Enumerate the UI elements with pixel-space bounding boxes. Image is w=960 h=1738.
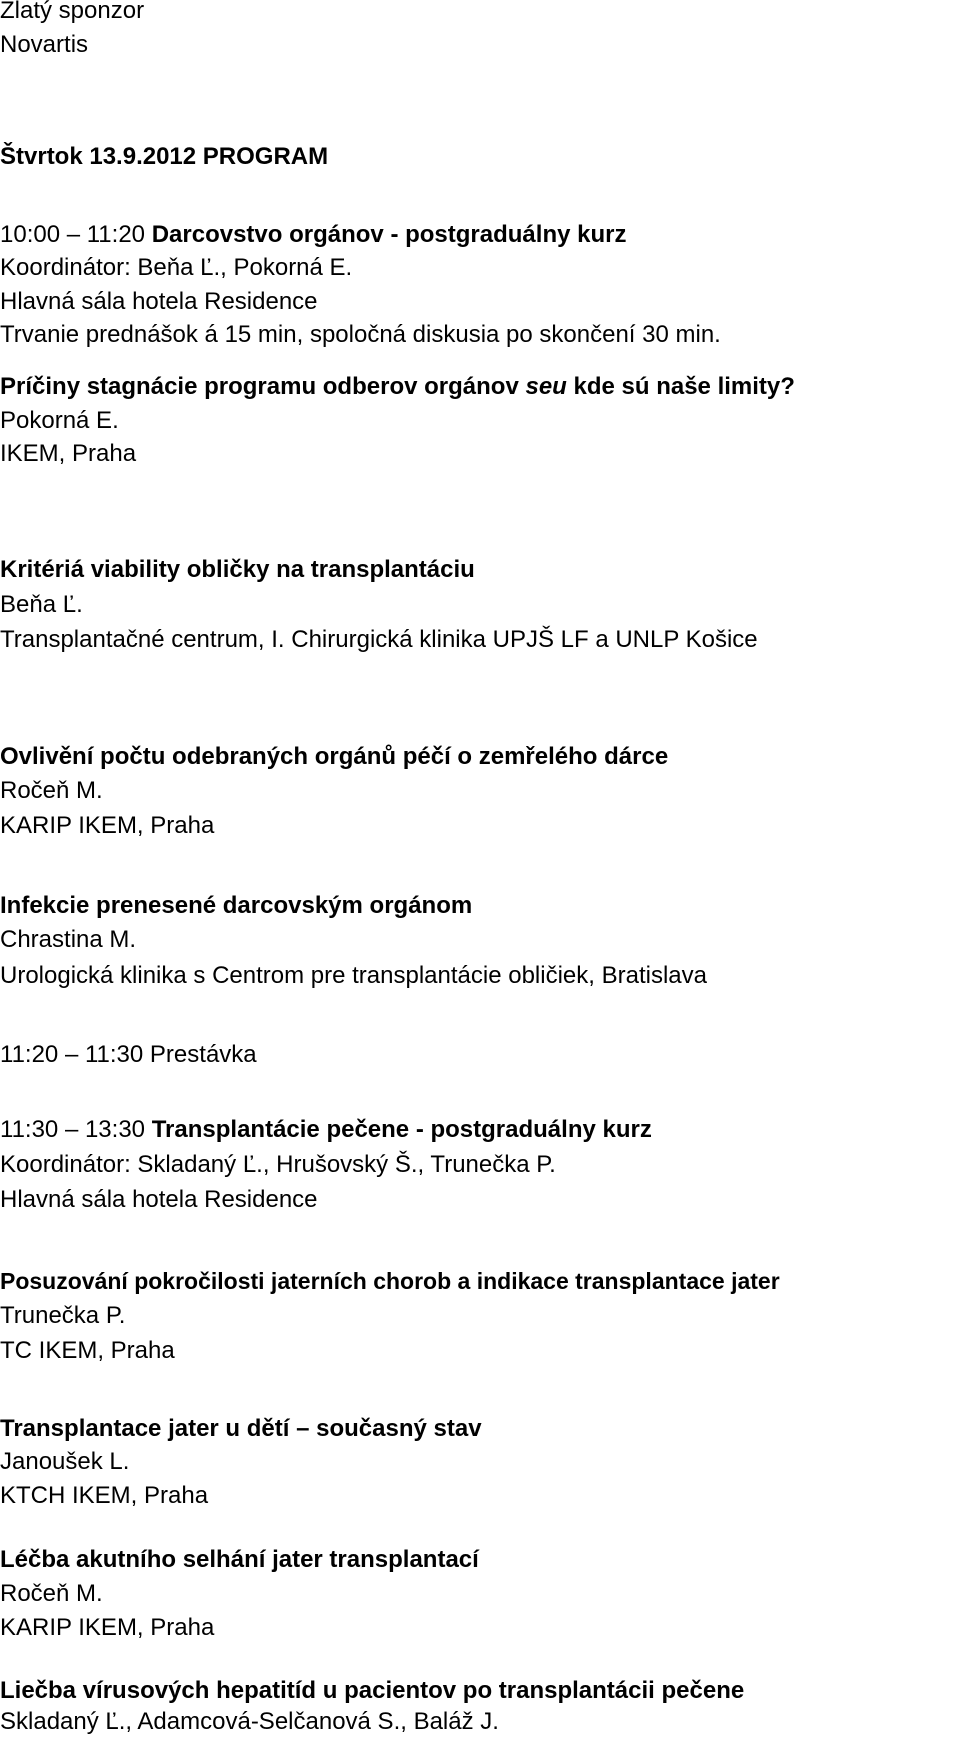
block1-heading	[0, 220, 626, 250]
talk-4-title: Infekcie prenesené darcovským orgánom	[0, 892, 473, 919]
talk-7-title: Léčba akutního selhání jater transplantací	[0, 1546, 479, 1573]
sponsor-label: Zlatý sponzor	[0, 0, 145, 24]
break-label: Prestávka	[149, 1041, 257, 1068]
talk-2-title: Kritériá viability obličky na transplantáciu	[0, 556, 475, 583]
talk-6-affiliation: KTCH IKEM, Praha	[0, 1482, 209, 1509]
talk-4-affiliation: Urologická klinika s Centrom pre transplantácie obličiek, Bratislava	[0, 962, 707, 989]
block1-venue: Hlavná sála hotela Residence	[0, 288, 318, 315]
talk-1-title-start: Príčiny stagnácie programu odberov orgánov	[0, 373, 519, 400]
block2-coordinator: Koordinátor: Skladaný Ľ., Hrušovský Š., Trunečka P.	[0, 1151, 556, 1178]
talk-2-speaker: Beňa Ľ.	[0, 591, 83, 618]
talk-8-title: Liečba vírusových hepatitíd u pacientov po transplantácii pečene	[0, 1677, 745, 1704]
talk-5-title: Posuzování pokročilosti jaterních chorob a indikace transplantace jater	[0, 1268, 780, 1294]
block1-title: Darcovstvo orgánov - postgraduálny kurz	[151, 221, 627, 248]
talk-3-title: Ovlivění počtu odebraných orgánů péčí o zemřelého dárce	[0, 743, 669, 770]
talk-8-speaker: Skladaný Ľ., Adamcová-Selčanová S., Baláž J.	[0, 1708, 499, 1735]
break-row	[0, 1040, 257, 1070]
break-time: 11:20 – 11:30	[0, 1041, 144, 1068]
talk-6-title: Transplantace jater u dětí – současný stav	[0, 1415, 482, 1442]
block1-note: Trvanie prednášok á 15 min, spoločná diskusia po skončení 30 min.	[0, 321, 721, 348]
talk-5-affiliation: TC IKEM, Praha	[0, 1337, 175, 1364]
talk-1-title	[0, 372, 795, 402]
block1-coordinator: Koordinátor: Beňa Ľ., Pokorná E.	[0, 254, 353, 281]
talk-6-speaker: Janoušek L.	[0, 1448, 130, 1475]
sponsor-name: Novartis	[0, 31, 89, 58]
talk-7-speaker: Ročeň M.	[0, 1580, 103, 1607]
talk-1-affiliation: IKEM, Praha	[0, 440, 137, 467]
talk-1-speaker: Pokorná E.	[0, 407, 119, 434]
talk-3-speaker: Ročeň M.	[0, 777, 103, 804]
talk-1-title-italic: seu	[525, 373, 567, 400]
talk-1-title-end: kde sú naše limity?	[573, 373, 795, 400]
block2-title: Transplantácie pečene - postgraduálny kurz	[151, 1116, 652, 1143]
talk-4-speaker: Chrastina M.	[0, 926, 137, 953]
block2-time: 11:30 – 13:30	[0, 1116, 146, 1143]
block2-venue: Hlavná sála hotela Residence	[0, 1186, 318, 1213]
talk-3-affiliation: KARIP IKEM, Praha	[0, 812, 215, 839]
talk-2-affiliation: Transplantačné centrum, I. Chirurgická klinika UPJŠ LF a UNLP Košice	[0, 626, 758, 653]
talk-7-affiliation: KARIP IKEM, Praha	[0, 1614, 215, 1641]
block2-heading	[0, 1115, 652, 1145]
talk-5-speaker: Trunečka P.	[0, 1302, 126, 1329]
block1-time: 10:00 – 11:20	[0, 221, 146, 248]
program-header: Štvrtok 13.9.2012 PROGRAM	[0, 143, 329, 170]
